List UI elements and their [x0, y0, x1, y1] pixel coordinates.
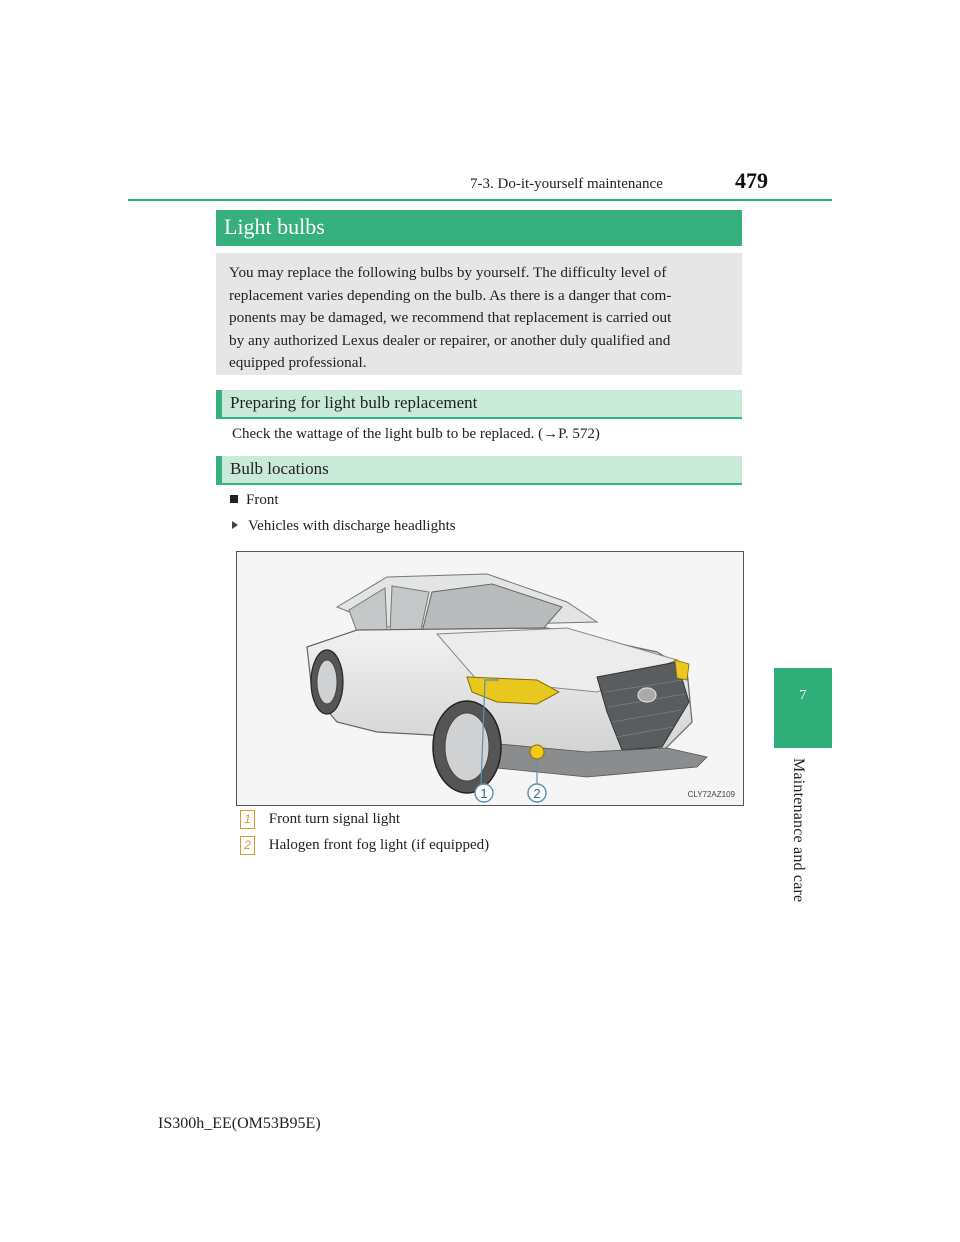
- section-reference: 7-3. Do-it-yourself maintenance: [470, 176, 663, 192]
- callout-2: 2: [533, 786, 541, 801]
- intro-line: replacement varies depending on the bulb. As there is a danger that com-: [229, 286, 672, 304]
- car-front-illustration: [236, 551, 744, 806]
- subheading-bulb-locations: [216, 456, 742, 485]
- subsection-label: Front: [246, 492, 279, 508]
- page-title: Light bulbs: [224, 214, 325, 239]
- subheading-accent-bar: [216, 456, 222, 483]
- legend-label: Halogen front fog light (if equipped): [268, 837, 490, 853]
- subheading-text: Preparing for light bulb replacement: [230, 393, 478, 412]
- square-bullet-icon: [230, 495, 238, 503]
- intro-line: ponents may be damaged, we recommend that replacement is carried out: [229, 309, 672, 326]
- intro-text: [229, 262, 731, 375]
- document-code: IS300h_EE(OM53B95E): [158, 1115, 321, 1132]
- windshield: [422, 584, 562, 632]
- callout-number-badge: 1: [240, 810, 255, 829]
- subheading-text: Bulb locations: [230, 459, 329, 478]
- arrow-icon: →: [543, 426, 559, 442]
- page-reference-link[interactable]: P. 572): [558, 426, 600, 442]
- legend-item: [240, 810, 400, 829]
- callout-number-badge: 2: [240, 836, 255, 855]
- header-rule: [128, 199, 832, 201]
- callout-1: 1: [480, 786, 488, 801]
- car-drawing: [237, 552, 743, 805]
- chapter-tab: [774, 668, 832, 748]
- wattage-instruction: [232, 426, 600, 443]
- title-bar: [216, 210, 742, 246]
- subheading-accent-bar: [216, 390, 222, 417]
- intro-line: by any authorized Lexus dealer or repairer, or another duly qualified and: [229, 331, 671, 349]
- triangle-bullet-icon: [232, 521, 238, 529]
- legend-item: [240, 836, 489, 855]
- chapter-label: Maintenance and care: [790, 758, 807, 903]
- subheading-preparing: [216, 390, 742, 419]
- variant-line: [232, 518, 456, 535]
- instruction-text: Check the wattage of the light bulb to be replaced. (: [232, 426, 544, 442]
- variant-label: Vehicles with discharge headlights: [248, 518, 456, 534]
- figure-code: CLY72AZ109: [687, 790, 735, 799]
- page-number: 479: [735, 168, 768, 193]
- front-fog-light: [530, 745, 544, 759]
- intro-line: You may replace the following bulbs by yourself. The difficulty level of: [229, 264, 667, 281]
- chapter-number: 7: [799, 688, 807, 703]
- intro-box: [216, 253, 742, 375]
- intro-line: equipped professional.: [229, 354, 367, 371]
- legend-label: Front turn signal light: [268, 811, 400, 827]
- subsection-front: [230, 492, 279, 509]
